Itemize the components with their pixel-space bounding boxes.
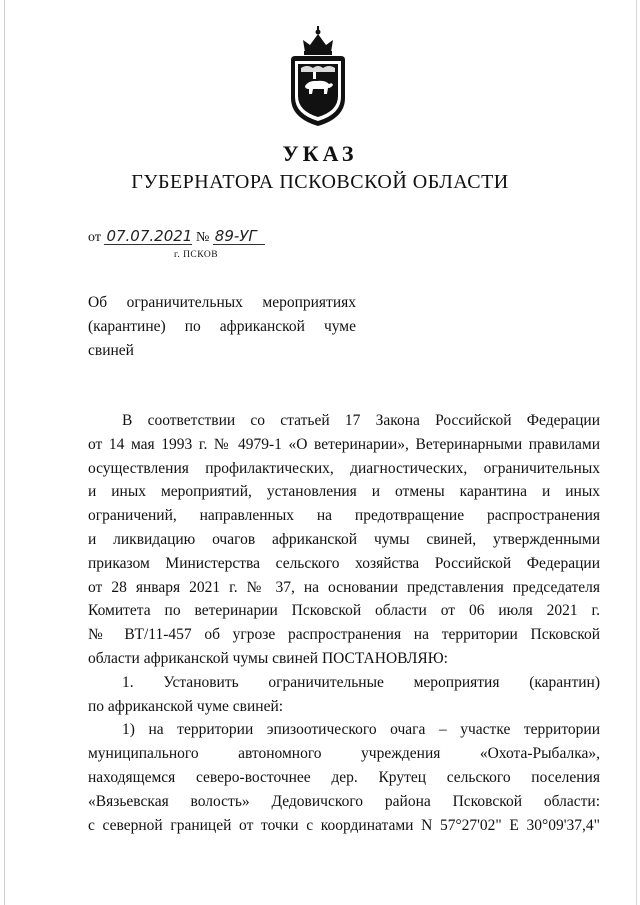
body-line: области африканской чумы свиней ПОСТАНОВЛЯЮ:	[88, 649, 448, 667]
scan-edge-left	[4, 0, 5, 905]
number-value: 89-УГ	[213, 228, 265, 245]
date-prefix: от	[88, 230, 101, 245]
body-line: 1) на территории эпизоотического очага – участке территории	[122, 721, 600, 739]
body-line: находящемся северо-восточнее дер. Крутец сельского поселения	[88, 768, 600, 786]
body-line: осуществления профилактических, диагностических, ограничительных	[88, 459, 600, 477]
body-line: от 28 января 2021 г. № 37, на основании представления председателя	[88, 578, 600, 596]
body-line: приказом Министерства сельского хозяйства Российской Федерации	[88, 554, 600, 572]
city-label: г. ПСКОВ	[174, 250, 219, 260]
body-text	[88, 409, 600, 837]
body-line: и иных мероприятий, установления и отмены карантина и иных	[88, 483, 600, 501]
body-line: и ликвидацию очагов африканской чумы свиней, утвержденными	[88, 530, 600, 548]
document-title: УКАЗ	[282, 141, 358, 166]
body-line: с северной границей от точки с координатами N 57°27'02" E 30°09'37,4"	[88, 816, 600, 834]
date-number-line	[88, 228, 265, 246]
body-line: Комитета по ветеринарии Псковской области от 06 июля 2021 г.	[88, 602, 600, 620]
subject-heading	[88, 291, 356, 363]
coat-of-arms-icon	[283, 22, 353, 130]
subject-line: свиней	[88, 342, 134, 359]
subject-line: (карантине) по африканской чуме	[88, 318, 356, 335]
document-issuer: ГУБЕРНАТОРА ПСКОВСКОЙ ОБЛАСТИ	[131, 171, 509, 193]
body-line: по африканской чуме свиней:	[88, 697, 284, 715]
date-value: 07.07.2021	[106, 227, 193, 245]
body-line: «Вязьевская волость» Дедовичского района Псковской области:	[88, 792, 600, 810]
body-line: муниципального автономного учреждения «Охота-Рыбалка»,	[88, 745, 600, 763]
body-line: В соответствии со статьей 17 Закона Российской Федерации	[122, 412, 600, 429]
subject-line: Об ограничительных мероприятиях	[88, 294, 356, 311]
body-line: от 14 мая 1993 г. № 4979-1 «О ветеринарии», Ветеринарными правилами	[88, 435, 600, 453]
body-line: № ВТ/11-457 об угрозе распространения на территории Псковской	[88, 626, 600, 644]
scan-edge-right	[636, 0, 637, 905]
number-prefix: №	[195, 230, 210, 245]
body-line: ограничений, направленных на предотвращение распространения	[88, 507, 600, 525]
body-line: 1. Установить ограничительные мероприятия (карантин)	[122, 673, 600, 691]
